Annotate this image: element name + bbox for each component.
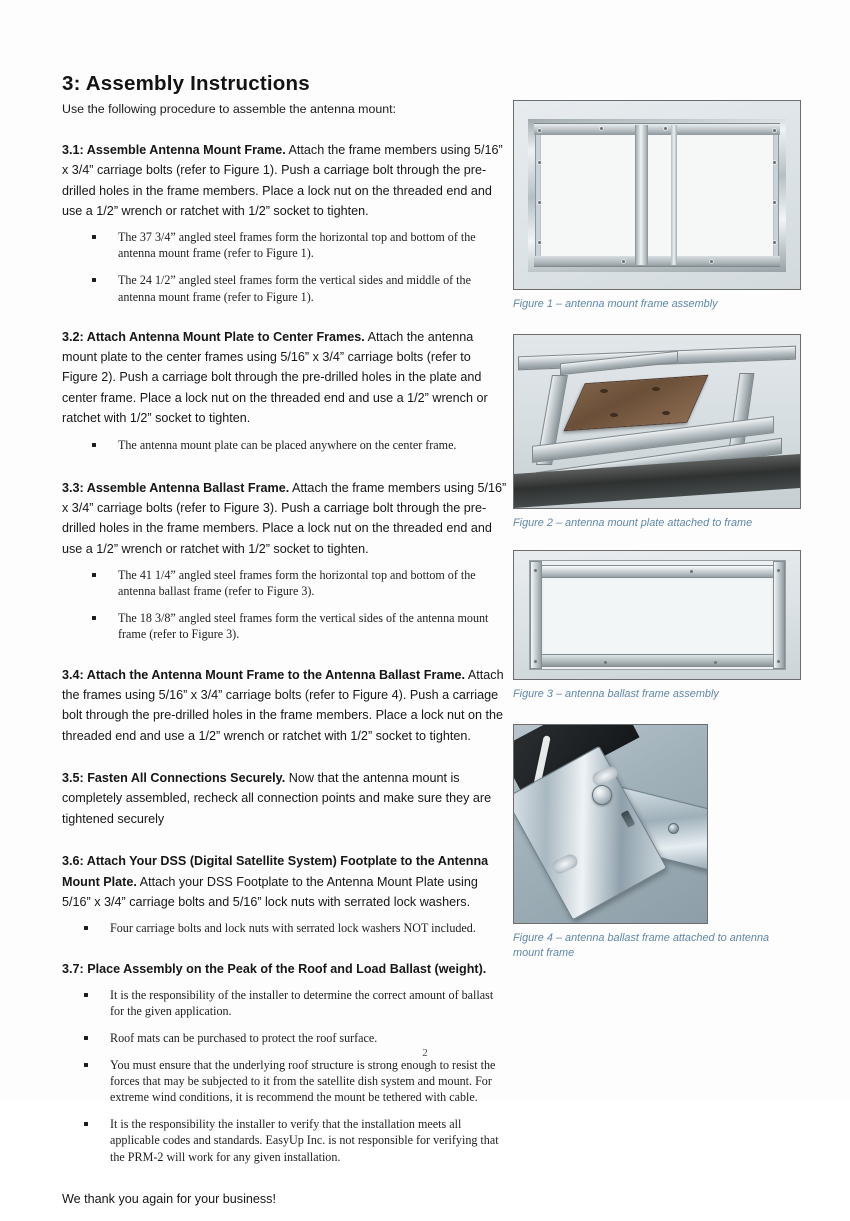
step-3-3-bullets [62, 567, 507, 642]
list-item [92, 272, 507, 304]
step-3-4 [62, 665, 507, 747]
photo-antenna-ballast-frame [513, 550, 801, 680]
spacer [62, 309, 507, 327]
step-3-3-heading: 3.3: Assemble Antenna Ballast Frame. [62, 480, 290, 495]
spacer [62, 750, 507, 768]
list-item [84, 987, 507, 1019]
step-3-6-bullets [62, 920, 507, 936]
bolt-hole [538, 241, 541, 244]
step-3-7-heading: 3.7: Place Assembly on the Peak of the Roof and Load Ballast (weight). [62, 961, 487, 976]
bullet-icon [92, 235, 96, 239]
figure-2-caption: Figure 2 – antenna mount plate attached to frame [513, 516, 753, 529]
step-3-2-body: Attach the antenna mount plate to the center frames using 5/16” x 3/4” carriage bolts (refer to Figure 2). Push a carriage bolt through the pre-drilled holes in the plate and center frame. Place a lock nut on the threaded end and use a 1/2” wrench or ratchet with 1/2” socket to tighten. [62, 329, 488, 426]
step-3-1 [62, 140, 507, 222]
photo-antenna-mount-plate [513, 334, 801, 509]
page-number: 2 [422, 1047, 428, 1059]
list-item-text: The 24 1/2” angled steel frames form the vertical sides and middle of the antenna mount frame (refer to Figure 1). [118, 273, 471, 304]
bullet-icon [92, 443, 96, 447]
list-item [84, 920, 507, 936]
list-item [84, 1030, 507, 1046]
bolt-hole [773, 161, 776, 164]
ballast-left-member [530, 561, 542, 669]
bullet-icon [84, 993, 88, 997]
step-3-2-heading: 3.2: Attach Antenna Mount Plate to Center Frames. [62, 329, 365, 344]
ballast-bottom-member [532, 654, 784, 667]
bolt-hole [538, 161, 541, 164]
list-item-text: It is the responsibility the installer to verify that the installation meets all applicable codes and standards. EasyUp Inc. is not responsible for verifying that the PRM-2 will work for any given installation. [110, 1117, 499, 1164]
plate-hole [600, 389, 608, 393]
figure-4 [513, 724, 801, 960]
step-3-5 [62, 768, 507, 829]
step-3-2 [62, 327, 507, 429]
frame-bottom-member [534, 256, 780, 267]
step-3-1-bullets [62, 229, 507, 304]
bolt-hole [622, 260, 625, 263]
frame-top-member [534, 123, 780, 135]
step-3-5-body: Now that the antenna mount is completely assembled, recheck all connection points and make sure they are tightened securely [62, 771, 492, 826]
list-item-text: Four carriage bolts and lock nuts with serrated lock washers NOT included. [110, 921, 476, 936]
bullet-icon [92, 616, 96, 620]
frame-center-divider-2 [671, 125, 677, 265]
bolt-hole [773, 129, 776, 132]
intro-text: Use the following procedure to assemble the antenna mount: [62, 102, 397, 116]
photo-antenna-mount-frame [513, 100, 801, 290]
figure-1-caption: Figure 1 – antenna mount frame assembly [513, 298, 718, 310]
bullet-icon [92, 573, 96, 577]
spacer [62, 647, 507, 665]
bullet-icon [84, 926, 88, 930]
figures-column [513, 100, 801, 961]
plate-hole [610, 413, 618, 417]
list-item [84, 1116, 507, 1164]
page-title: 3: Assembly Instructions [62, 72, 310, 95]
bullet-icon [92, 278, 96, 282]
ballast-frame-panel [544, 579, 771, 653]
bullet-icon [84, 1122, 88, 1126]
step-3-2-bullets [62, 437, 507, 453]
list-item-text: The 41 1/4” angled steel frames form the horizontal top and bottom of the antenna ballast frame (refer to Figure 3). [118, 568, 476, 599]
step-3-4-heading: 3.4: Attach the Antenna Mount Frame to the Antenna Ballast Frame. [62, 667, 466, 682]
frame-center-divider [635, 125, 648, 265]
step-3-6 [62, 851, 507, 912]
list-item [92, 229, 507, 261]
bolt-hole [538, 201, 541, 204]
ballast-top-member [532, 565, 784, 578]
list-item-text: Roof mats can be purchased to protect the roof surface. [110, 1031, 378, 1046]
bolt-hole [773, 241, 776, 244]
list-item [92, 610, 507, 642]
figure-4-caption: Figure 4 – antenna ballast frame attached to antenna mount frame [513, 932, 770, 959]
list-item-text: The antenna mount plate can be placed anywhere on the center frame. [118, 437, 457, 452]
bolt-hole [600, 127, 603, 130]
list-item [92, 437, 507, 453]
bullet-icon [84, 1036, 88, 1040]
figure-1 [513, 100, 801, 312]
bolt-hole [773, 201, 776, 204]
step-3-3-body: Attach the frame members using 5/16” x 3/4” carriage bolts (refer to Figure 3). Push a carriage bolt through the pre-drilled holes in the frame members. Place a lock nut on the threaded end and use a 1/2” wrench or ratchet with 1/2” socket to tighten. [62, 480, 507, 556]
ballast-right-member [773, 561, 785, 669]
spacer [513, 702, 801, 724]
list-item-text: You must ensure that the underlying roof structure is strong enough to resist the forces that may be subjected to it from the satellite dish system and mount. For extreme wind conditions, it is recommend the mount be tethered with cable. [110, 1058, 496, 1105]
step-3-5-heading: 3.5: Fasten All Connections Securely. [62, 771, 286, 786]
photo-ballast-frame-attached [513, 724, 708, 924]
spacer [62, 833, 507, 851]
spacer [62, 941, 507, 959]
list-item [84, 1057, 507, 1105]
step-3-7 [62, 959, 507, 979]
step-3-6-heading: 3.6: Attach Your DSS (Digital Satellite System) Footplate to the Antenna Mount Plate. [62, 854, 489, 889]
step-3-6-body: Attach your DSS Footplate to the Antenna Mount Plate using 5/16” x 3/4” carriage bolts and 5/16” lock nuts with serrated lock washers. [62, 874, 478, 910]
bolt-hole [664, 127, 667, 130]
step-3-3 [62, 478, 507, 560]
bullet-icon [84, 1063, 88, 1067]
list-item [92, 567, 507, 599]
list-item-text: The 18 3/8” angled steel frames form the vertical sides of the antenna mount frame (refer to Figure 3). [118, 611, 489, 642]
spacer [62, 457, 507, 478]
antenna-mount-plate [563, 375, 708, 431]
closing-text: We thank you again for your business! [62, 1191, 276, 1206]
spacer [513, 530, 801, 550]
figure-2 [513, 334, 801, 531]
step-3-7-bullets [62, 987, 507, 1165]
step-3-4-body: Attach the frames using 5/16” x 3/4” carriage bolts (refer to Figure 4). Push a carriage bolt through the pre-drilled holes in the frame members. Place a lock nut on the threaded end and use a 1/2” wrench or ratchet with 1/2” socket to tighten. [62, 667, 504, 743]
frame-inner-panel [540, 131, 774, 260]
bolt-hole [538, 129, 541, 132]
list-item-text: It is the responsibility of the installer to determine the correct amount of ballast for the given application. [110, 987, 494, 1018]
list-item-text: The 37 3/4” angled steel frames form the horizontal top and bottom of the antenna mount frame (refer to Figure 1). [118, 230, 476, 261]
step-3-1-heading: 3.1: Assemble Antenna Mount Frame. [62, 142, 286, 157]
bolt-hole [710, 260, 713, 263]
step-3-1-body: Attach the frame members using 5/16” x 3/4” carriage bolts (refer to Figure 1). Push a carriage bolt through the pre-drilled holes in the frame members. Place a lock nut on the threaded end and use a 1/2” wrench or ratchet with 1/2” socket to tighten. [62, 142, 503, 218]
figure-3-caption: Figure 3 – antenna ballast frame assembly [513, 688, 719, 701]
plate-hole [662, 411, 670, 415]
figure-3 [513, 550, 801, 702]
spacer [513, 312, 801, 334]
plate-hole [652, 387, 660, 391]
